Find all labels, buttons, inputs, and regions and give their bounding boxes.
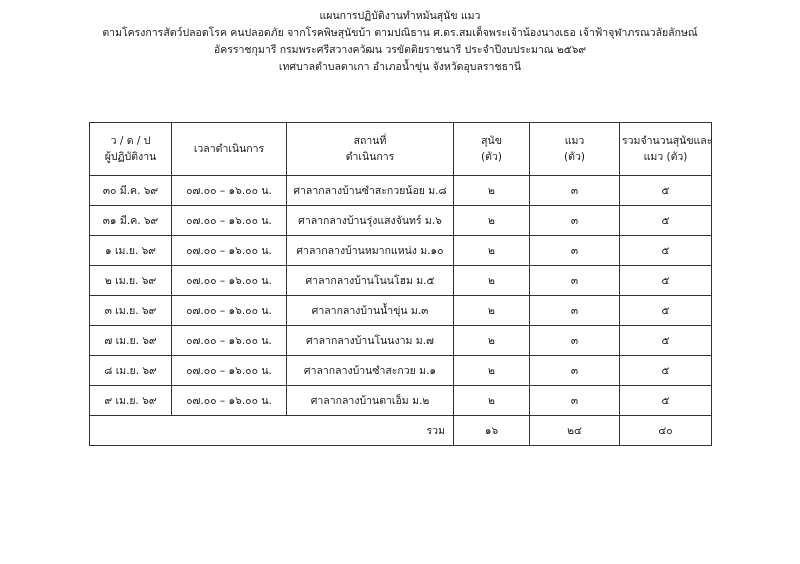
header-total <box>620 123 712 176</box>
cell-total: ๕ <box>620 296 712 326</box>
cell-dogs: ๒ <box>454 266 530 296</box>
header-dedication-line: อัครราชกุมารี กรมพระศรีสวางควัฒน วรขัตติยราชนารี ประจำปีงบประมาณ ๒๕๖๙ <box>213 44 587 56</box>
cell-date: ๘ เม.ย. ๖๙ <box>90 356 172 386</box>
total-label: รวม <box>90 416 454 446</box>
cell-cats: ๓ <box>530 236 620 266</box>
cell-place: ศาลากลางบ้านรุ่งแสงจันทร์ ม.๖ <box>287 206 454 236</box>
table-row <box>90 206 712 236</box>
cell-dogs: ๒ <box>454 386 530 416</box>
header-dogs-line1: สุนัข <box>481 135 502 147</box>
header-cats-line2: (ตัว) <box>564 151 585 163</box>
cell-dogs: ๒ <box>454 206 530 236</box>
total-dogs: ๑๖ <box>454 416 530 446</box>
cell-cats: ๓ <box>530 206 620 236</box>
table-row <box>90 266 712 296</box>
header-place-line2: ดำเนินการ <box>345 151 395 163</box>
table-header-row <box>90 123 712 176</box>
cell-time: ๐๗.๐๐ – ๑๖.๐๐ น. <box>172 176 287 206</box>
total-cats: ๒๔ <box>530 416 620 446</box>
header-place <box>287 123 454 176</box>
header-date-line1: ว / ด / ป <box>110 135 151 147</box>
header-cats-line1: แมว <box>564 135 585 147</box>
cell-total: ๕ <box>620 326 712 356</box>
cell-date: ๒ เม.ย. ๖๙ <box>90 266 172 296</box>
cell-time: ๐๗.๐๐ – ๑๖.๐๐ น. <box>172 206 287 236</box>
cell-place: ศาลากลางบ้านโนนงาม ม.๗ <box>287 326 454 356</box>
cell-total: ๕ <box>620 356 712 386</box>
header-date-line2: ผู้ปฏิบัติงาน <box>104 151 157 163</box>
header-municipality-line: เทศบาลตำบลตาเกา อำเภอน้ำขุ่น จังหวัดอุบลราชธานี <box>278 61 522 73</box>
cell-cats: ๓ <box>530 386 620 416</box>
cell-place: ศาลากลางบ้านน้ำขุ่น ม.๓ <box>287 296 454 326</box>
cell-time: ๐๗.๐๐ – ๑๖.๐๐ น. <box>172 326 287 356</box>
cell-cats: ๓ <box>530 296 620 326</box>
schedule-table <box>89 122 712 446</box>
cell-dogs: ๒ <box>454 176 530 206</box>
cell-place: ศาลากลางบ้านหมากแหน่ง ม.๑๐ <box>287 236 454 266</box>
cell-date: ๓๑ มี.ค. ๖๙ <box>90 206 172 236</box>
table-row <box>90 356 712 386</box>
header-dogs-line2: (ตัว) <box>481 151 502 163</box>
total-row <box>90 416 712 446</box>
table-row <box>90 326 712 356</box>
cell-total: ๕ <box>620 206 712 236</box>
cell-total: ๕ <box>620 176 712 206</box>
cell-time: ๐๗.๐๐ – ๑๖.๐๐ น. <box>172 386 287 416</box>
header-title: แผนการปฏิบัติงานทำหมันสุนัข แมว <box>319 10 481 22</box>
cell-total: ๕ <box>620 236 712 266</box>
header-place-line1: สถานที่ <box>353 135 387 147</box>
header-total-line2: แมว (ตัว) <box>643 151 688 163</box>
header-project-line: ตามโครงการสัตว์ปลอดโรค คนปลอดภัย จากโรคพิษสุนัขบ้า ตามปณิธาน ศ.ดร.สมเด็จพระเจ้าน้องนางเธอ เจ้าฟ้าจุฬาภรณวลัยลักษณ์ <box>102 27 698 39</box>
cell-place: ศาลากลางบ้านซำสะกวย ม.๑ <box>287 356 454 386</box>
cell-place: ศาลากลางบ้านซำสะกวยน้อย ม.๘ <box>287 176 454 206</box>
cell-cats: ๓ <box>530 176 620 206</box>
cell-dogs: ๒ <box>454 296 530 326</box>
cell-dogs: ๒ <box>454 356 530 386</box>
header-dogs <box>454 123 530 176</box>
cell-total: ๕ <box>620 266 712 296</box>
table-row <box>90 236 712 266</box>
header-time: เวลาดำเนินการ <box>172 123 287 176</box>
cell-dogs: ๒ <box>454 236 530 266</box>
document-header <box>0 8 800 76</box>
cell-cats: ๓ <box>530 326 620 356</box>
cell-place: ศาลากลางบ้านโนนโฮม ม.๕ <box>287 266 454 296</box>
cell-date: ๑ เม.ย. ๖๙ <box>90 236 172 266</box>
table-row <box>90 176 712 206</box>
cell-date: ๙ เม.ย. ๖๙ <box>90 386 172 416</box>
cell-time: ๐๗.๐๐ – ๑๖.๐๐ น. <box>172 356 287 386</box>
cell-dogs: ๒ <box>454 326 530 356</box>
header-date <box>90 123 172 176</box>
header-cats <box>530 123 620 176</box>
cell-date: ๗ เม.ย. ๖๙ <box>90 326 172 356</box>
table-row <box>90 296 712 326</box>
cell-time: ๐๗.๐๐ – ๑๖.๐๐ น. <box>172 266 287 296</box>
cell-date: ๓ เม.ย. ๖๙ <box>90 296 172 326</box>
cell-cats: ๓ <box>530 266 620 296</box>
cell-cats: ๓ <box>530 356 620 386</box>
cell-time: ๐๗.๐๐ – ๑๖.๐๐ น. <box>172 296 287 326</box>
cell-date: ๓๐ มี.ค. ๖๙ <box>90 176 172 206</box>
header-total-line1: รวมจำนวนสุนัขและ <box>622 135 713 147</box>
cell-total: ๕ <box>620 386 712 416</box>
cell-time: ๐๗.๐๐ – ๑๖.๐๐ น. <box>172 236 287 266</box>
cell-place: ศาลากลางบ้านตาเอ็ม ม.๒ <box>287 386 454 416</box>
total-all: ๔๐ <box>620 416 712 446</box>
table-row <box>90 386 712 416</box>
